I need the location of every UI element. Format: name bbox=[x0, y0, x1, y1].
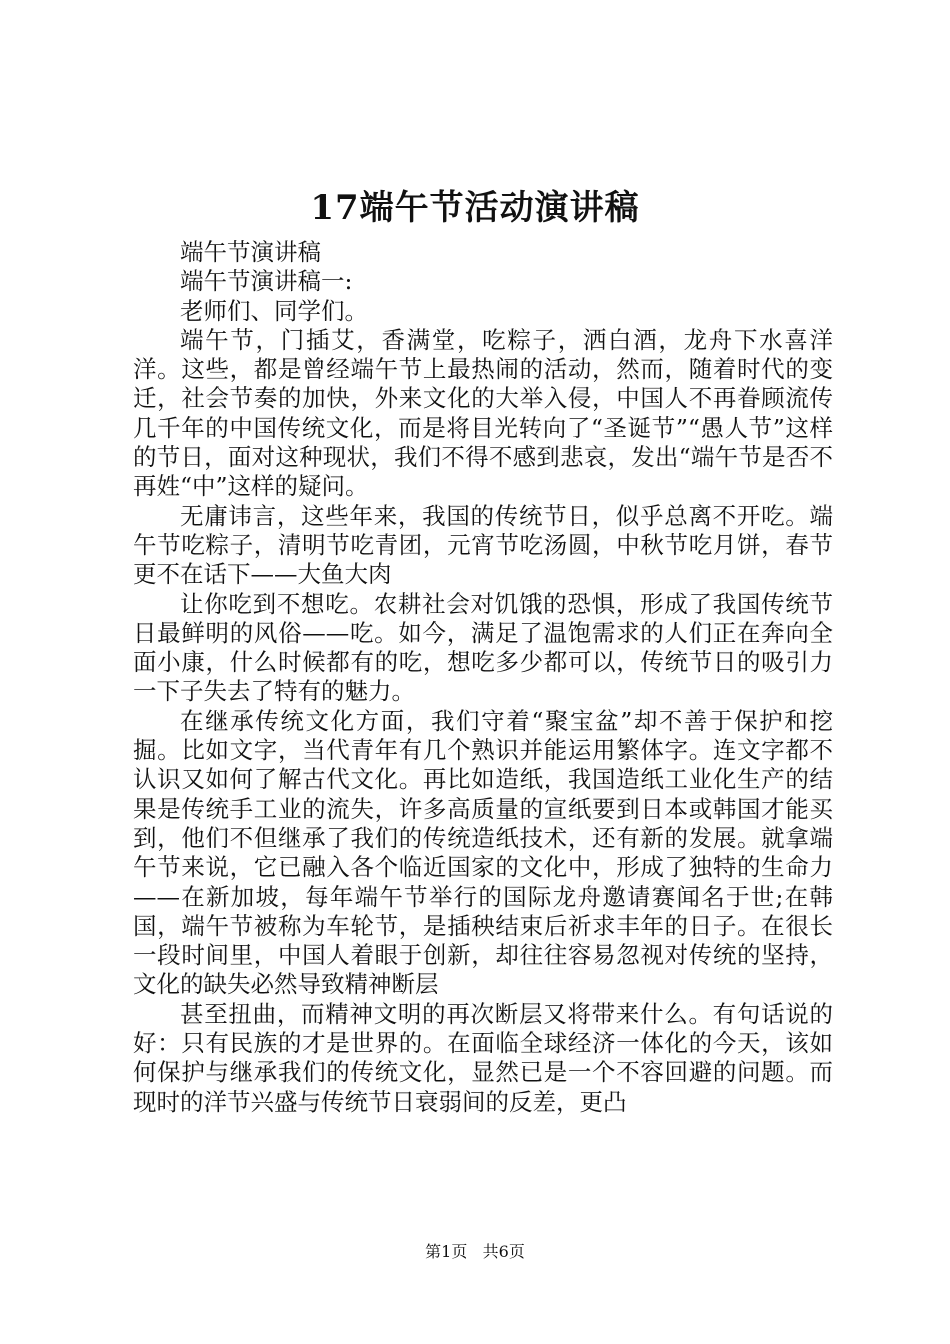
document-body bbox=[133, 238, 833, 1117]
page-total: 共6页 bbox=[482, 1242, 525, 1261]
page-number: 第1页 bbox=[425, 1242, 468, 1261]
paragraph: 端午节，门插艾，香满堂，吃粽子，洒白酒，龙舟下水喜洋洋。这些，都是曾经端午节上最热闹的活动，然而，随着时代的变迁，社会节奏的加快，外来文化的大举入侵，中国人不再眷顾流传几千年的中国传统文化，而是将目光转向了“圣诞节”“愚人节”这样的节日，面对这种现状，我们不得不感到悲哀，发出“端午节是否不再姓“中”这样的疑问。 bbox=[133, 325, 833, 501]
page-footer bbox=[0, 1240, 950, 1264]
paragraph: 在继承传统文化方面，我们守着“聚宝盆”却不善于保护和挖掘。比如文字，当代青年有几个熟识并能运用繁体字。连文字都不认识又如何了解古代文化。再比如造纸，我国造纸工业化生产的结果是传统手工业的流失，许多高质量的宣纸要到日本或韩国才能买到，他们不但继承了我们的传统造纸技术，还有新的发展。就拿端午节来说，它已融入各个临近国家的文化中，形成了独特的生命力——在新加坡，每年端午节举行的国际龙舟邀请赛闻名于世;在韩国，端午节被称为车轮节，是插秧结束后祈求丰年的日子。在很长一段时间里，中国人着眼于创新，却往往容易忽视对传统的坚持，文化的缺失必然导致精神断层 bbox=[133, 706, 833, 999]
paragraph: 老师们、同学们。 bbox=[180, 296, 368, 325]
paragraph: 让你吃到不想吃。农耕社会对饥饿的恐惧，形成了我国传统节日最鲜明的风俗——吃。如今，满足了温饱需求的人们正在奔向全面小康，什么时候都有的吃，想吃多少都可以，传统节日的吸引力一下子失去了特有的魅力。 bbox=[133, 589, 833, 706]
paragraph: 端午节演讲稿一: bbox=[180, 267, 353, 296]
paragraph: 无庸讳言，这些年来，我国的传统节日，似乎总离不开吃。端午节吃粽子，清明节吃青团，元宵节吃汤圆，中秋节吃月饼，春节更不在话下——大鱼大肉 bbox=[133, 501, 833, 589]
document-title: 17端午节活动演讲稿 bbox=[310, 188, 640, 228]
paragraph: 甚至扭曲，而精神文明的再次断层又将带来什么。有句话说的好：只有民族的才是世界的。在面临全球经济一体化的今天，该如何保护与继承我们的传统文化，显然已是一个不容回避的问题。而现时的洋节兴盛与传统节日衰弱间的反差，更凸 bbox=[133, 999, 833, 1116]
paragraph: 端午节演讲稿 bbox=[180, 238, 321, 266]
